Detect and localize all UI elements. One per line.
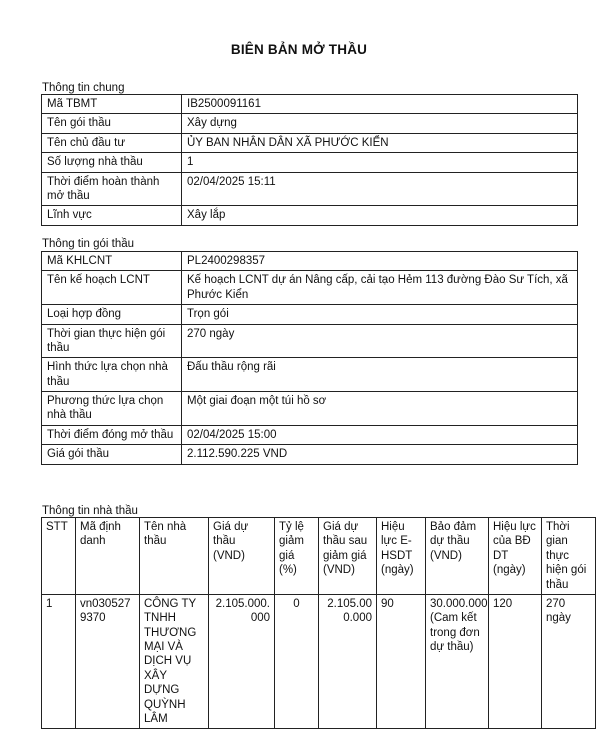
bidder-column-header: Giá dự thầu (VND) (209, 518, 275, 595)
package-info-row (42, 324, 578, 358)
general-info-value: 02/04/2025 15:11 (182, 172, 578, 206)
general-info-label: Tên gói thầu (42, 114, 182, 133)
general-info-row (42, 153, 578, 172)
package-info-table (41, 251, 578, 465)
package-info-row (42, 271, 578, 305)
general-info-heading: Thông tin chung (42, 82, 125, 94)
package-info-row (42, 358, 578, 392)
bidder-column-header: Tên nhà thầu (140, 518, 209, 595)
bidder-column-header: Giá dự thầu sau giảm giá (VND) (319, 518, 377, 595)
bidder-cell: 2.105.000.000 (319, 594, 377, 728)
package-info-row (42, 305, 578, 324)
bidder-cell: 90 (377, 594, 426, 728)
package-info-value: Kế hoạch LCNT dự án Nâng cấp, cải tạo Hẻm 113 đường Đào Sư Tích, xã Phước Kiển (182, 271, 578, 305)
bidder-column-header: STT (42, 518, 76, 595)
package-info-value: 270 ngày (182, 324, 578, 358)
package-info-row (42, 252, 578, 271)
package-info-row (42, 425, 578, 444)
package-info-label: Loại hợp đồng (42, 305, 182, 324)
package-info-row (42, 392, 578, 426)
general-info-row (42, 206, 578, 225)
bidder-column-header: Mã định danh (76, 518, 140, 595)
general-info-row (42, 114, 578, 133)
package-info-value: PL2400298357 (182, 252, 578, 271)
bidder-cell: 30.000.000 (Cam kết trong đơn dự thầu) (426, 594, 489, 728)
bidder-info-heading: Thông tin nhà thầu (42, 505, 138, 517)
general-info-value: Xây dựng (182, 114, 578, 133)
bidder-column-header: Bảo đảm dự thầu (VND) (426, 518, 489, 595)
package-info-label: Thời gian thực hiện gói thầu (42, 324, 182, 358)
general-info-table (41, 94, 578, 226)
package-info-value: 02/04/2025 15:00 (182, 425, 578, 444)
general-info-value: ỦY BAN NHÂN DÂN XÃ PHƯỚC KIỂN (182, 133, 578, 152)
general-info-label: Thời điểm hoàn thành mở thầu (42, 172, 182, 206)
package-info-value: Một giai đoạn một túi hồ sơ (182, 392, 578, 426)
bidder-info-table (41, 517, 596, 729)
bidder-cell: 0 (275, 594, 319, 728)
bidder-row (42, 594, 596, 728)
document-title: BIÊN BẢN MỞ THẦU (230, 42, 368, 57)
bidder-cell: 1 (42, 594, 76, 728)
package-info-heading: Thông tin gói thầu (42, 238, 135, 250)
package-info-row (42, 445, 578, 464)
bidder-column-header: Hiệu lực E-HSDT (ngày) (377, 518, 426, 595)
general-info-row (42, 172, 578, 206)
bidder-column-header: Thời gian thực hiện gói thầu (542, 518, 596, 595)
bidder-cell: 120 (489, 594, 542, 728)
general-info-value: Xây lắp (182, 206, 578, 225)
bidder-column-header: Tỷ lệ giảm giá (%) (275, 518, 319, 595)
package-info-label: Hình thức lựa chọn nhà thầu (42, 358, 182, 392)
package-info-label: Thời điểm đóng mở thầu (42, 425, 182, 444)
general-info-value: IB2500091161 (182, 95, 578, 114)
package-info-label: Tên kế hoạch LCNT (42, 271, 182, 305)
general-info-label: Lĩnh vực (42, 206, 182, 225)
package-info-value: 2.112.590.225 VND (182, 445, 578, 464)
package-info-value: Đấu thầu rộng rãi (182, 358, 578, 392)
general-info-label: Số lượng nhà thầu (42, 153, 182, 172)
bidder-cell: CÔNG TY TNHH THƯƠNG MẠI VÀ DỊCH VỤ XÂY DỰNG QUỲNH LÂM (140, 594, 209, 728)
package-info-label: Phương thức lựa chọn nhà thầu (42, 392, 182, 426)
general-info-row (42, 133, 578, 152)
general-info-row (42, 95, 578, 114)
bidder-header-row (42, 518, 596, 595)
package-info-label: Mã KHLCNT (42, 252, 182, 271)
package-info-label: Giá gói thầu (42, 445, 182, 464)
package-info-value: Trọn gói (182, 305, 578, 324)
bidder-column-header: Hiệu lực của BĐ DT (ngày) (489, 518, 542, 595)
bidder-cell: 270 ngày (542, 594, 596, 728)
general-info-label: Tên chủ đầu tư (42, 133, 182, 152)
bidder-cell: vn0305279370 (76, 594, 140, 728)
general-info-label: Mã TBMT (42, 95, 182, 114)
general-info-value: 1 (182, 153, 578, 172)
bidder-cell: 2.105.000.000 (209, 594, 275, 728)
